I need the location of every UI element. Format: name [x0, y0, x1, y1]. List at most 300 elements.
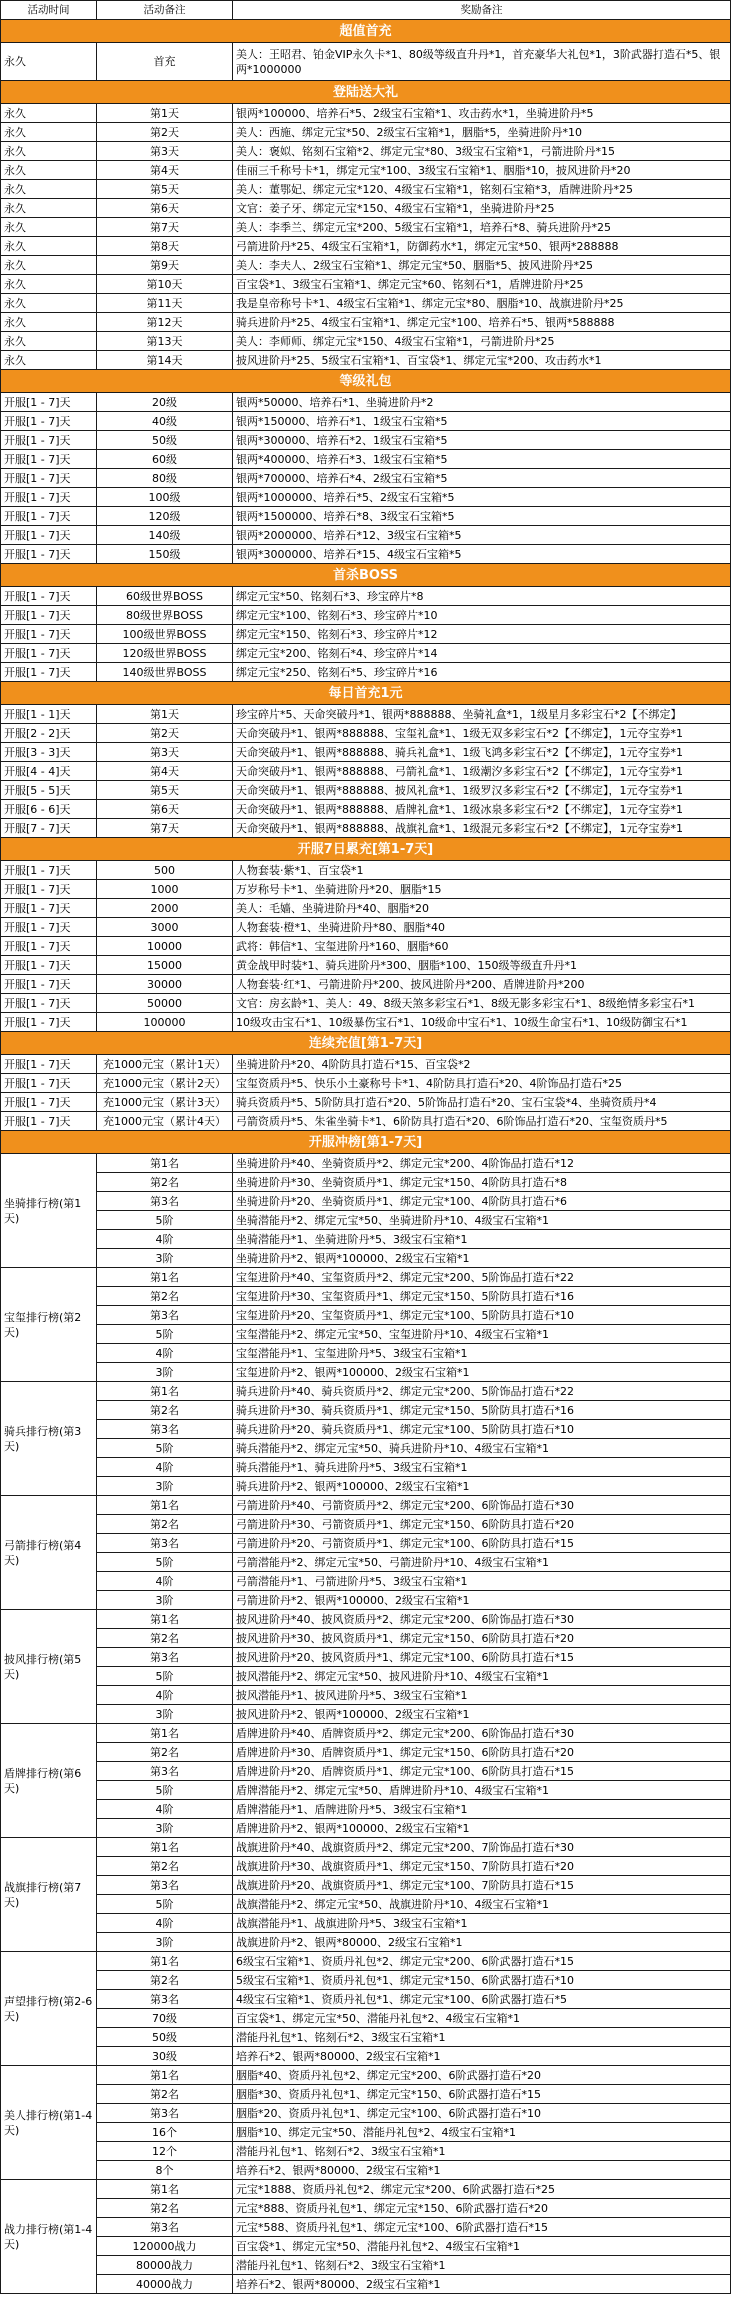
- reward-cell: 战旗进阶丹*30、战旗资质丹*1、绑定元宝*150、7阶防具打造石*20: [233, 1857, 731, 1876]
- note-cell: 充1000元宝（累计2天）: [97, 1074, 233, 1093]
- note-cell: 100000: [97, 1013, 233, 1032]
- reward-row: [1, 294, 731, 313]
- reward-cell: 银两*2000000、培养石*12、3级宝石宝箱*5: [233, 526, 731, 545]
- rank-group-label: 坐骑排行榜(第1天): [1, 1154, 97, 1268]
- time-cell: 永久: [1, 43, 97, 81]
- reward-cell: 元宝*888、资质丹礼包*1、绑定元宝*150、6阶武器打造石*20: [233, 2199, 731, 2218]
- note-cell: 1000: [97, 880, 233, 899]
- reward-row: [1, 937, 731, 956]
- reward-cell: 天命突破丹*1、银两*888888、骑兵礼盒*1、1级飞鸿多彩宝石*2【不绑定】，1元夺宝券*1: [233, 743, 731, 762]
- rank-row: [1, 1648, 731, 1667]
- reward-cell: 披风进阶丹*20、披风资质丹*1、绑定元宝*100、6阶防具打造石*15: [233, 1648, 731, 1667]
- rank-cell: 4阶: [97, 1914, 233, 1933]
- rank-row: [1, 2047, 731, 2066]
- reward-cell: 银两*400000、培养石*3、1级宝石宝箱*5: [233, 450, 731, 469]
- time-cell: 开服[1 - 7]天: [1, 587, 97, 606]
- rank-cell: 第3名: [97, 1762, 233, 1781]
- rank-row: [1, 1952, 731, 1971]
- reward-cell: 披风潜能丹*1、披风进阶丹*5、3级宝石宝箱*1: [233, 1686, 731, 1705]
- note-cell: 120级: [97, 507, 233, 526]
- rank-cell: 第1名: [97, 1268, 233, 1287]
- reward-row: [1, 1013, 731, 1032]
- rank-row: [1, 1458, 731, 1477]
- rank-cell: 3阶: [97, 1363, 233, 1382]
- reward-cell: 人物套装·橙*1、坐骑进阶丹*80、胭脂*40: [233, 918, 731, 937]
- reward-cell: 弓箭进阶丹*2、银两*100000、2级宝石宝箱*1: [233, 1591, 731, 1610]
- reward-cell: 美人：李师师、绑定元宝*150、4级宝石宝箱*1，弓箭进阶丹*25: [233, 332, 731, 351]
- rank-cell: 第3名: [97, 1306, 233, 1325]
- reward-cell: 战旗进阶丹*40、战旗资质丹*2、绑定元宝*200、7阶饰品打造石*30: [233, 1838, 731, 1857]
- reward-cell: 人物套装·紫*1、百宝袋*1: [233, 861, 731, 880]
- rank-cell: 3阶: [97, 1249, 233, 1268]
- reward-cell: 胭脂*30、资质丹礼包*1、绑定元宝*150、6阶武器打造石*15: [233, 2085, 731, 2104]
- reward-row: [1, 1112, 731, 1131]
- rank-group-label: 美人排行榜(第1-4天): [1, 2066, 97, 2180]
- rank-group-label: 战力排行榜(第1-4天): [1, 2180, 97, 2294]
- reward-cell: 骑兵资质丹*5、5阶防具打造石*20、5阶饰品打造石*20、宝石宝袋*4、坐骑资质丹*4: [233, 1093, 731, 1112]
- time-cell: 开服[1 - 7]天: [1, 393, 97, 412]
- time-cell: 永久: [1, 237, 97, 256]
- rank-cell: 第2名: [97, 1971, 233, 1990]
- rank-cell: 第2名: [97, 1743, 233, 1762]
- reward-row: [1, 142, 731, 161]
- header-note: 活动备注: [97, 1, 233, 20]
- rank-cell: 第2名: [97, 1629, 233, 1648]
- reward-cell: 骑兵进阶丹*2、银两*100000、2级宝石宝箱*1: [233, 1477, 731, 1496]
- rank-row: [1, 1667, 731, 1686]
- section-bar: [1, 370, 731, 393]
- reward-cell: 弓箭潜能丹*1、弓箭进阶丹*5、3级宝石宝箱*1: [233, 1572, 731, 1591]
- time-cell: 开服[1 - 7]天: [1, 956, 97, 975]
- reward-row: [1, 994, 731, 1013]
- reward-cell: 战旗潜能丹*2、绑定元宝*50、战旗进阶丹*10、4级宝石宝箱*1: [233, 1895, 731, 1914]
- time-cell: 开服[1 - 7]天: [1, 507, 97, 526]
- reward-cell: 百宝袋*1、绑定元宝*50、潜能丹礼包*2、4级宝石宝箱*1: [233, 2009, 731, 2028]
- reward-row: [1, 488, 731, 507]
- note-cell: 第6天: [97, 199, 233, 218]
- reward-row: [1, 469, 731, 488]
- reward-cell: 弓箭进阶丹*25、4级宝石宝箱*1，防御药水*1，绑定元宝*50、银两*288888: [233, 237, 731, 256]
- note-cell: 100级: [97, 488, 233, 507]
- rank-row: [1, 2161, 731, 2180]
- time-cell: 开服[1 - 7]天: [1, 1013, 97, 1032]
- section-bar: [1, 20, 731, 43]
- reward-row: [1, 1074, 731, 1093]
- section-title: 超值首充: [1, 20, 731, 43]
- rank-cell: 5阶: [97, 1895, 233, 1914]
- reward-cell: 美人：李季兰、绑定元宝*200、5级宝石宝箱*1，培养石*8、骑兵进阶丹*25: [233, 218, 731, 237]
- rank-row: [1, 1477, 731, 1496]
- rank-cell: 第1名: [97, 1838, 233, 1857]
- rank-row: [1, 1990, 731, 2009]
- note-cell: 第9天: [97, 256, 233, 275]
- time-cell: 开服[2 - 2]天: [1, 724, 97, 743]
- time-cell: 永久: [1, 256, 97, 275]
- rank-row: [1, 1173, 731, 1192]
- reward-cell: 战旗进阶丹*2、银两*80000、2级宝石宝箱*1: [233, 1933, 731, 1952]
- reward-cell: 战旗潜能丹*1、战旗进阶丹*5、3级宝石宝箱*1: [233, 1914, 731, 1933]
- reward-cell: 天命突破丹*1、银两*888888、战旗礼盒*1、1级混元多彩宝石*2【不绑定】，1元夺宝券*1: [233, 819, 731, 838]
- rank-row: [1, 1705, 731, 1724]
- time-cell: 开服[3 - 3]天: [1, 743, 97, 762]
- note-cell: 充1000元宝（累计4天）: [97, 1112, 233, 1131]
- reward-cell: 10级攻击宝石*1、10级暴伤宝石*1、10级命中宝石*1、10级生命宝石*1、10级防御宝石*1: [233, 1013, 731, 1032]
- reward-cell: 骑兵潜能丹*1、骑兵进阶丹*5、3级宝石宝箱*1: [233, 1458, 731, 1477]
- reward-cell: 披风进阶丹*30、披风资质丹*1、绑定元宝*150、6阶防具打造石*20: [233, 1629, 731, 1648]
- reward-cell: 美人：西施、绑定元宝*50、2级宝石宝箱*1，胭脂*5，坐骑进阶丹*10: [233, 123, 731, 142]
- reward-cell: 银两*150000、培养石*1、1级宝石宝箱*5: [233, 412, 731, 431]
- reward-row: [1, 180, 731, 199]
- rank-row: [1, 1268, 731, 1287]
- reward-cell: 银两*3000000、培养石*15、4级宝石宝箱*5: [233, 545, 731, 564]
- reward-cell: 盾牌进阶丹*40、盾牌资质丹*2、绑定元宝*200、6阶饰品打造石*30: [233, 1724, 731, 1743]
- time-cell: 开服[1 - 7]天: [1, 1055, 97, 1074]
- section-bar: [1, 682, 731, 705]
- reward-cell: 4级宝石宝箱*1、资质丹礼包*1、绑定元宝*100、6阶武器打造石*5: [233, 1990, 731, 2009]
- rank-cell: 第1名: [97, 1154, 233, 1173]
- rank-row: [1, 1211, 731, 1230]
- note-cell: 第7天: [97, 218, 233, 237]
- reward-cell: 佳丽三千称号卡*1，绑定元宝*100、3级宝石宝箱*1、胭脂*10，披风进阶丹*20: [233, 161, 731, 180]
- time-cell: 开服[1 - 7]天: [1, 861, 97, 880]
- reward-cell: 银两*50000、培养石*1、坐骑进阶丹*2: [233, 393, 731, 412]
- reward-cell: 弓箭进阶丹*40、弓箭资质丹*2、绑定元宝*200、6阶饰品打造石*30: [233, 1496, 731, 1515]
- reward-cell: 万岁称号卡*1、坐骑进阶丹*20、胭脂*15: [233, 880, 731, 899]
- rank-row: [1, 1192, 731, 1211]
- rank-row: [1, 1686, 731, 1705]
- note-cell: 120级世界BOSS: [97, 644, 233, 663]
- rank-row: [1, 1154, 731, 1173]
- rank-cell: 第3名: [97, 2104, 233, 2123]
- time-cell: 开服[5 - 5]天: [1, 781, 97, 800]
- rank-row: [1, 2085, 731, 2104]
- rank-row: [1, 1781, 731, 1800]
- rank-row: [1, 2199, 731, 2218]
- rank-cell: 50级: [97, 2028, 233, 2047]
- note-cell: 60级世界BOSS: [97, 587, 233, 606]
- rank-row: [1, 1724, 731, 1743]
- note-cell: 第11天: [97, 294, 233, 313]
- time-cell: 开服[7 - 7]天: [1, 819, 97, 838]
- rank-cell: 3阶: [97, 1477, 233, 1496]
- reward-cell: 培养石*2、银两*80000、2级宝石宝箱*1: [233, 2047, 731, 2066]
- time-cell: 开服[1 - 7]天: [1, 488, 97, 507]
- note-cell: 第1天: [97, 104, 233, 123]
- reward-cell: 骑兵进阶丹*20、骑兵资质丹*1、绑定元宝*100、5阶防具打造石*10: [233, 1420, 731, 1439]
- reward-cell: 银两*1000000、培养石*5、2级宝石宝箱*5: [233, 488, 731, 507]
- reward-cell: 天命突破丹*1、银两*888888、弓箭礼盒*1、1级潮汐多彩宝石*2【不绑定】，1元夺宝券*1: [233, 762, 731, 781]
- note-cell: 第8天: [97, 237, 233, 256]
- reward-cell: 6级宝石宝箱*1、资质丹礼包*2、绑定元宝*200、6阶武器打造石*15: [233, 1952, 731, 1971]
- rank-cell: 16个: [97, 2123, 233, 2142]
- time-cell: 开服[1 - 1]天: [1, 705, 97, 724]
- time-cell: 开服[1 - 7]天: [1, 450, 97, 469]
- rank-cell: 第1名: [97, 2066, 233, 2085]
- note-cell: 第13天: [97, 332, 233, 351]
- reward-row: [1, 606, 731, 625]
- rank-row: [1, 1895, 731, 1914]
- reward-cell: 盾牌潜能丹*2、绑定元宝*50、盾牌进阶丹*10、4级宝石宝箱*1: [233, 1781, 731, 1800]
- rank-row: [1, 2104, 731, 2123]
- note-cell: 第3天: [97, 142, 233, 161]
- rank-cell: 第1名: [97, 1496, 233, 1515]
- rank-cell: 5阶: [97, 1439, 233, 1458]
- rank-cell: 4阶: [97, 1800, 233, 1819]
- rank-cell: 第2名: [97, 2085, 233, 2104]
- reward-cell: 百宝袋*1、3级宝石宝箱*1、绑定元宝*60、铭刻石*1，盾牌进阶丹*25: [233, 275, 731, 294]
- rank-cell: 3阶: [97, 1819, 233, 1838]
- rank-cell: 4阶: [97, 1344, 233, 1363]
- note-cell: 第2天: [97, 724, 233, 743]
- reward-cell: 盾牌进阶丹*20、盾牌资质丹*1、绑定元宝*100、6阶防具打造石*15: [233, 1762, 731, 1781]
- reward-cell: 坐骑进阶丹*40、坐骑资质丹*2、绑定元宝*200、4阶饰品打造石*12: [233, 1154, 731, 1173]
- rank-cell: 5阶: [97, 1211, 233, 1230]
- rank-row: [1, 2066, 731, 2085]
- rank-cell: 4阶: [97, 1686, 233, 1705]
- table-body: [1, 20, 731, 2294]
- header-row: [1, 1, 731, 20]
- rank-row: [1, 1857, 731, 1876]
- reward-cell: 我是皇帝称号卡*1、4级宝石宝箱*1、绑定元宝*80、胭脂*10、战旗进阶丹*25: [233, 294, 731, 313]
- reward-row: [1, 975, 731, 994]
- reward-cell: 绑定元宝*100、铭刻石*3、珍宝碎片*10: [233, 606, 731, 625]
- note-cell: 第14天: [97, 351, 233, 370]
- time-cell: 开服[4 - 4]天: [1, 762, 97, 781]
- rank-row: [1, 2009, 731, 2028]
- rank-cell: 第1名: [97, 1610, 233, 1629]
- header-reward: 奖励备注: [233, 1, 731, 20]
- rank-row: [1, 2142, 731, 2161]
- note-cell: 100级世界BOSS: [97, 625, 233, 644]
- rank-row: [1, 1914, 731, 1933]
- rank-row: [1, 2180, 731, 2199]
- reward-cell: 银两*300000、培养石*2、1级宝石宝箱*5: [233, 431, 731, 450]
- rank-cell: 5阶: [97, 1325, 233, 1344]
- rank-row: [1, 1439, 731, 1458]
- rank-group-label: 盾牌排行榜(第6天): [1, 1724, 97, 1838]
- reward-row: [1, 1093, 731, 1112]
- reward-cell: 宝玺潜能丹*2、绑定元宝*50、宝玺进阶丹*10、4级宝石宝箱*1: [233, 1325, 731, 1344]
- rank-cell: 40000战力: [97, 2275, 233, 2294]
- note-cell: 第12天: [97, 313, 233, 332]
- reward-cell: 天命突破丹*1、银两*888888、宝玺礼盒*1、1级无双多彩宝石*2【不绑定】，1元夺宝券*1: [233, 724, 731, 743]
- reward-cell: 绑定元宝*150、铭刻石*3、珍宝碎片*12: [233, 625, 731, 644]
- rank-row: [1, 1971, 731, 1990]
- rank-cell: 5阶: [97, 1781, 233, 1800]
- reward-row: [1, 431, 731, 450]
- reward-cell: 披风潜能丹*2、绑定元宝*50、披风进阶丹*10、4级宝石宝箱*1: [233, 1667, 731, 1686]
- reward-row: [1, 899, 731, 918]
- section-bar: [1, 1131, 731, 1154]
- rank-row: [1, 2237, 731, 2256]
- rank-cell: 第2名: [97, 1857, 233, 1876]
- reward-row: [1, 880, 731, 899]
- rank-row: [1, 1325, 731, 1344]
- time-cell: 开服[1 - 7]天: [1, 1093, 97, 1112]
- rank-group-label: 披风排行榜(第5天): [1, 1610, 97, 1724]
- reward-row: [1, 256, 731, 275]
- reward-cell: 盾牌潜能丹*1、盾牌进阶丹*5、3级宝石宝箱*1: [233, 1800, 731, 1819]
- note-cell: 第10天: [97, 275, 233, 294]
- time-cell: 开服[1 - 7]天: [1, 625, 97, 644]
- time-cell: 永久: [1, 199, 97, 218]
- rank-row: [1, 2123, 731, 2142]
- rank-row: [1, 1591, 731, 1610]
- section-title: 首杀BOSS: [1, 564, 731, 587]
- reward-cell: 弓箭潜能丹*2、绑定元宝*50、弓箭进阶丹*10、4级宝石宝箱*1: [233, 1553, 731, 1572]
- reward-row: [1, 351, 731, 370]
- reward-cell: 骑兵进阶丹*40、骑兵资质丹*2、绑定元宝*200、5阶饰品打造石*22: [233, 1382, 731, 1401]
- rank-cell: 第2名: [97, 1173, 233, 1192]
- reward-cell: 骑兵潜能丹*2、绑定元宝*50、骑兵进阶丹*10、4级宝石宝箱*1: [233, 1439, 731, 1458]
- reward-cell: 银两*1500000、培养石*8、3级宝石宝箱*5: [233, 507, 731, 526]
- reward-cell: 潜能丹礼包*1、铭刻石*2、3级宝石宝箱*1: [233, 2256, 731, 2275]
- rank-row: [1, 1819, 731, 1838]
- section-bar: [1, 1032, 731, 1055]
- time-cell: 永久: [1, 218, 97, 237]
- rank-cell: 第3名: [97, 1990, 233, 2009]
- reward-row: [1, 663, 731, 682]
- reward-row: [1, 724, 731, 743]
- section-title: 开服7日累充[第1-7天]: [1, 838, 731, 861]
- note-cell: 10000: [97, 937, 233, 956]
- note-cell: 20级: [97, 393, 233, 412]
- rank-cell: 3阶: [97, 1933, 233, 1952]
- rank-row: [1, 1230, 731, 1249]
- reward-cell: 宝玺进阶丹*30、宝玺资质丹*1、绑定元宝*150、5阶防具打造石*16: [233, 1287, 731, 1306]
- rank-row: [1, 1401, 731, 1420]
- reward-cell: 胭脂*10、绑定元宝*50、潜能丹礼包*2、4级宝石宝箱*1: [233, 2123, 731, 2142]
- section-bar: [1, 81, 731, 104]
- rank-row: [1, 2256, 731, 2275]
- reward-cell: 盾牌进阶丹*2、银两*100000、2级宝石宝箱*1: [233, 1819, 731, 1838]
- rank-cell: 4阶: [97, 1572, 233, 1591]
- time-cell: 开服[1 - 7]天: [1, 880, 97, 899]
- reward-cell: 武将：韩信*1、宝玺进阶丹*160、胭脂*60: [233, 937, 731, 956]
- note-cell: 80级: [97, 469, 233, 488]
- reward-cell: 坐骑进阶丹*20、坐骑资质丹*1、绑定元宝*100、4阶防具打造石*6: [233, 1192, 731, 1211]
- time-cell: 开服[1 - 7]天: [1, 412, 97, 431]
- rank-row: [1, 2218, 731, 2237]
- note-cell: 80级世界BOSS: [97, 606, 233, 625]
- time-cell: 开服[1 - 7]天: [1, 606, 97, 625]
- time-cell: 开服[1 - 7]天: [1, 431, 97, 450]
- rank-cell: 第3名: [97, 1648, 233, 1667]
- reward-row: [1, 819, 731, 838]
- rank-cell: 70级: [97, 2009, 233, 2028]
- time-cell: 永久: [1, 294, 97, 313]
- rank-row: [1, 1572, 731, 1591]
- section-title: 连续充值[第1-7天]: [1, 1032, 731, 1055]
- time-cell: 永久: [1, 351, 97, 370]
- rank-cell: 第1名: [97, 1724, 233, 1743]
- note-cell: 3000: [97, 918, 233, 937]
- note-cell: 第2天: [97, 123, 233, 142]
- rank-row: [1, 2275, 731, 2294]
- reward-row: [1, 644, 731, 663]
- time-cell: 开服[6 - 6]天: [1, 800, 97, 819]
- reward-cell: 胭脂*20、资质丹礼包*1、绑定元宝*100、6阶武器打造石*10: [233, 2104, 731, 2123]
- note-cell: 第5天: [97, 180, 233, 199]
- reward-cell: 坐骑潜能丹*1、坐骑进阶丹*5、3级宝石宝箱*1: [233, 1230, 731, 1249]
- reward-cell: 培养石*2、银两*80000、2级宝石宝箱*1: [233, 2275, 731, 2294]
- time-cell: 永久: [1, 275, 97, 294]
- reward-cell: 骑兵进阶丹*30、骑兵资质丹*1、绑定元宝*150、5阶防具打造石*16: [233, 1401, 731, 1420]
- reward-row: [1, 123, 731, 142]
- section-title: 登陆送大礼: [1, 81, 731, 104]
- rank-row: [1, 1629, 731, 1648]
- note-cell: 第5天: [97, 781, 233, 800]
- reward-cell: 元宝*1888、资质丹礼包*2、绑定元宝*200、6阶武器打造石*25: [233, 2180, 731, 2199]
- note-cell: 第4天: [97, 762, 233, 781]
- reward-row: [1, 313, 731, 332]
- note-cell: 充1000元宝（累计1天）: [97, 1055, 233, 1074]
- reward-cell: 文官：房玄龄*1、美人：49、8级天煞多彩宝石*1、8级无影多彩宝石*1、8级绝情多彩宝石*1: [233, 994, 731, 1013]
- reward-row: [1, 861, 731, 880]
- reward-row: [1, 412, 731, 431]
- rank-cell: 第1名: [97, 2180, 233, 2199]
- rank-row: [1, 1306, 731, 1325]
- time-cell: 永久: [1, 332, 97, 351]
- section-bar: [1, 838, 731, 861]
- section-title: 等级礼包: [1, 370, 731, 393]
- time-cell: 开服[1 - 7]天: [1, 1112, 97, 1131]
- rank-cell: 第2名: [97, 1401, 233, 1420]
- reward-cell: 胭脂*40、资质丹礼包*2、绑定元宝*200、6阶武器打造石*20: [233, 2066, 731, 2085]
- reward-cell: 美人：毛嫱、坐骑进阶丹*40、胭脂*20: [233, 899, 731, 918]
- reward-cell: 披风进阶丹*25、5级宝石宝箱*1、百宝袋*1、绑定元宝*200、攻击药水*1: [233, 351, 731, 370]
- reward-cell: 坐骑进阶丹*20、4阶防具打造石*15、百宝袋*2: [233, 1055, 731, 1074]
- rank-cell: 第1名: [97, 1952, 233, 1971]
- reward-cell: 培养石*2、银两*80000、2级宝石宝箱*1: [233, 2161, 731, 2180]
- header-time: 活动时间: [1, 1, 97, 20]
- rank-row: [1, 1420, 731, 1439]
- reward-cell: 绑定元宝*50、铭刻石*3、珍宝碎片*8: [233, 587, 731, 606]
- rank-row: [1, 1610, 731, 1629]
- reward-cell: 天命突破丹*1、银两*888888、披风礼盒*1、1级罗汉多彩宝石*2【不绑定】，1元夺宝券*1: [233, 781, 731, 800]
- reward-row: [1, 332, 731, 351]
- reward-cell: 战旗进阶丹*20、战旗资质丹*1、绑定元宝*100、7阶防具打造石*15: [233, 1876, 731, 1895]
- rank-row: [1, 1515, 731, 1534]
- rank-cell: 5阶: [97, 1667, 233, 1686]
- note-cell: 60级: [97, 450, 233, 469]
- note-cell: 充1000元宝（累计3天）: [97, 1093, 233, 1112]
- reward-row: [1, 625, 731, 644]
- reward-row: [1, 781, 731, 800]
- note-cell: 500: [97, 861, 233, 880]
- rank-cell: 80000战力: [97, 2256, 233, 2275]
- time-cell: 永久: [1, 104, 97, 123]
- rank-row: [1, 1496, 731, 1515]
- note-cell: 2000: [97, 899, 233, 918]
- section-title: 开服冲榜[第1-7天]: [1, 1131, 731, 1154]
- note-cell: 140级: [97, 526, 233, 545]
- time-cell: 永久: [1, 123, 97, 142]
- reward-row: [1, 800, 731, 819]
- time-cell: 开服[1 - 7]天: [1, 663, 97, 682]
- time-cell: 开服[1 - 7]天: [1, 899, 97, 918]
- rank-row: [1, 1344, 731, 1363]
- rank-cell: 30级: [97, 2047, 233, 2066]
- rank-group-label: 战旗排行榜(第7天): [1, 1838, 97, 1952]
- reward-row: [1, 218, 731, 237]
- reward-row: [1, 275, 731, 294]
- reward-row: [1, 762, 731, 781]
- time-cell: 开服[1 - 7]天: [1, 994, 97, 1013]
- reward-row: [1, 104, 731, 123]
- rank-group-label: 弓箭排行榜(第4天): [1, 1496, 97, 1610]
- time-cell: 开服[1 - 7]天: [1, 469, 97, 488]
